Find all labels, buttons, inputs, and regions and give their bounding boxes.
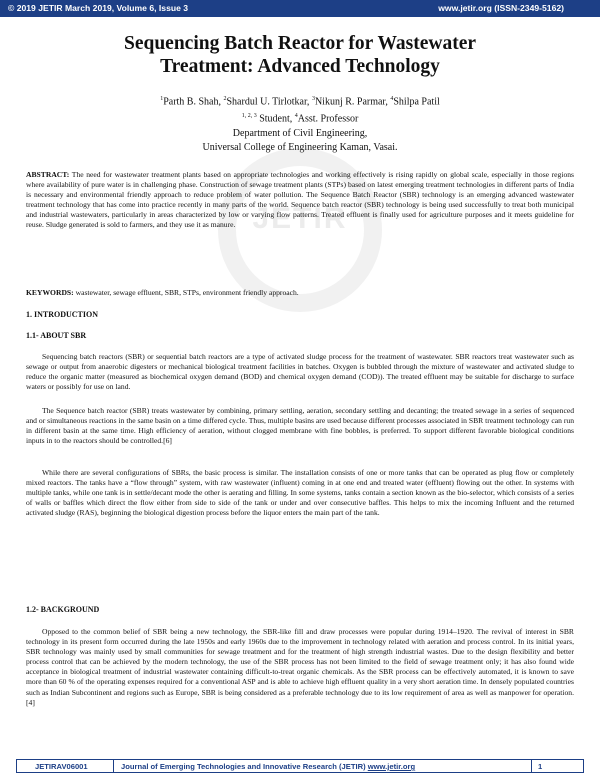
author-department: Department of Civil Engineering, [232,127,368,139]
title-line-1: Sequencing Batch Reactor for Wastewater [123,33,477,54]
abstract [26,170,574,231]
keywords-label: KEYWORDS: [26,288,74,297]
footer-page-number: 1 [538,762,543,771]
author-names: $^1$Parth B. Shah, $^2$Shardul U. Tirlotkar, $^3$Nikunj R. Parmar, $^4$Shilpa Patil [160,96,440,108]
header-issue-info: © 2019 JETIR March 2019, Volume 6, Issue 3 [8,3,189,13]
section-background-heading: 1.2- BACKGROUND [26,605,100,614]
header-website-issn[interactable]: www.jetir.org (ISSN-2349-5162) [438,3,564,13]
paragraph-1: Sequencing batch reactors (SBR) or sequential batch reactors are a type of activated sludge process for the treatment of wastewater. SBR reactors treat wastewater such as sewage or output from anaerobic digesters or mechanical biological treatment facilities in batches. Oxygen is bubbled through the mixture of wastewater and activated sludge to reduce the organic matter (measured as biochemical oxygen demand (BOD) and chemical oxygen demand (COD)). The treated effluent may be suitable for discharge to surface waters or possibly for use on land. [26,352,574,392]
footer-website-link[interactable]: www.jetir.org [367,762,416,771]
abstract-label: ABSTRACT: [26,170,70,179]
paragraph-4: Opposed to the common belief of SBR being a new technology, the SBR-like fill and draw processes were popular during 1914–1920. The revival of interest in SBR technology in its present form occurred during the late 1950s and early 1960s due to the improvement in technology related with aeration and process control. In its initial years, SBR technology was mainly used by small communities for sewage treatment and for the treatment of high strength industrial wastes. Due to the design flexibility and better process control that can be achieved by the modern technology, the use of the SBR process has not been limited to the field of sewage treatment only; it has also found wide acceptance in biological treatment of industrial wastewater containing difficult-to-treat organic chemicals. As the SBR process can be effectively automated, it is known to save more than 60 % of the operating expenses required for a conventional ASP and is able to achieve high effluent quality in a very short aeration time. In densely populated countries such as Indian Subcontinent and regions such as Europe, SBR is being considered as a preferable technology due to its low requirement of area as well as manpower for operation.[4] [26,627,574,707]
keywords-text: wastewater, sewage effluent, SBR, STPs, environment friendly approach. [73,288,299,297]
abstract-text: The need for wastewater treatment plants based on appropriate technologies and working effectively is rising rapidly on global scale, especially in those regions where availability of pure water is in challenging phase. Construction of sewage treatment plants (STPs) based on latest emerging treatment technologies in different parts of India is necessary and environmental friendly approach to reduce problem of water pollution. The Sequence Batch Reactor (SBR) technology is an emerging advanced wastewater treatment technology that has come into practice recently in many parts of the world. Sequence batch reactor (SBR) technology is being used successfully to treat both municipal and industrial wastewaters, particularly in areas characterized by low or varying flow patterns. Treated effluent is finally used for agriculture purposes and it meets guideline for reuse. Sludge generated is sold to farmers, and they use it as manure. [26,170,574,230]
journal-header-bar [0,0,600,17]
paper-title [30,32,570,78]
author-roles: $^{1, 2, 3}$ Student, $^4$Asst. Professor [241,113,359,125]
footer-paper-id: JETIRAV06001 [35,762,88,771]
jetir-watermark: JETIR [218,148,382,312]
title-line-2: Treatment: Advanced Technology [160,56,440,77]
section-introduction-heading: 1. INTRODUCTION [26,310,99,319]
footer-journal-name: Journal of Emerging Technologies and Innovative Research (JETIR) www.jetir.org [121,762,416,771]
paragraph-2: The Sequence batch reactor (SBR) treats wastewater by combining, primary settling, aeration, secondary settling and decanting; the treated sewage in a series of sequenced and or simultaneous reactions in the same basin on a time differed cycle. Thus, multiple basins are used because different processes associated in SBR treatment technology can run in different basin at the same time. High efficiency of aeration, without clogged membrane with fine bobbles, is preferred. To support different favorable biological conditions inputs in to the reactors should be controlled.[6] [26,406,574,446]
author-block [30,92,570,155]
paragraph-3: While there are several configurations of SBRs, the basic process is similar. The installation consists of one or more tanks that can be operated as plug flow or completely mixed reactors. The tanks have a “flow through” system, with raw wastewater (influent) coming in at one end and treated water (effluent) flowing out the other. In systems with multiple tanks, while one tank is in settle/decant mode the other is aerating and filling. In some systems, tanks contain a section known as the bio-selector, which consists of a series of walls or baffles which direct the flow either from side to side of the tank or under and over consecutive baffles. This helps to mix the incoming Influent and the returned activated sludge (RAS), beginning the biological digestion process before the liquor enters the main part of the tank. [26,468,574,518]
journal-footer [16,759,584,773]
author-college: Universal College of Engineering Kaman, Vasai. [202,141,398,153]
section-about-sbr-heading: 1.1- ABOUT SBR [26,331,87,340]
keywords [26,288,574,298]
